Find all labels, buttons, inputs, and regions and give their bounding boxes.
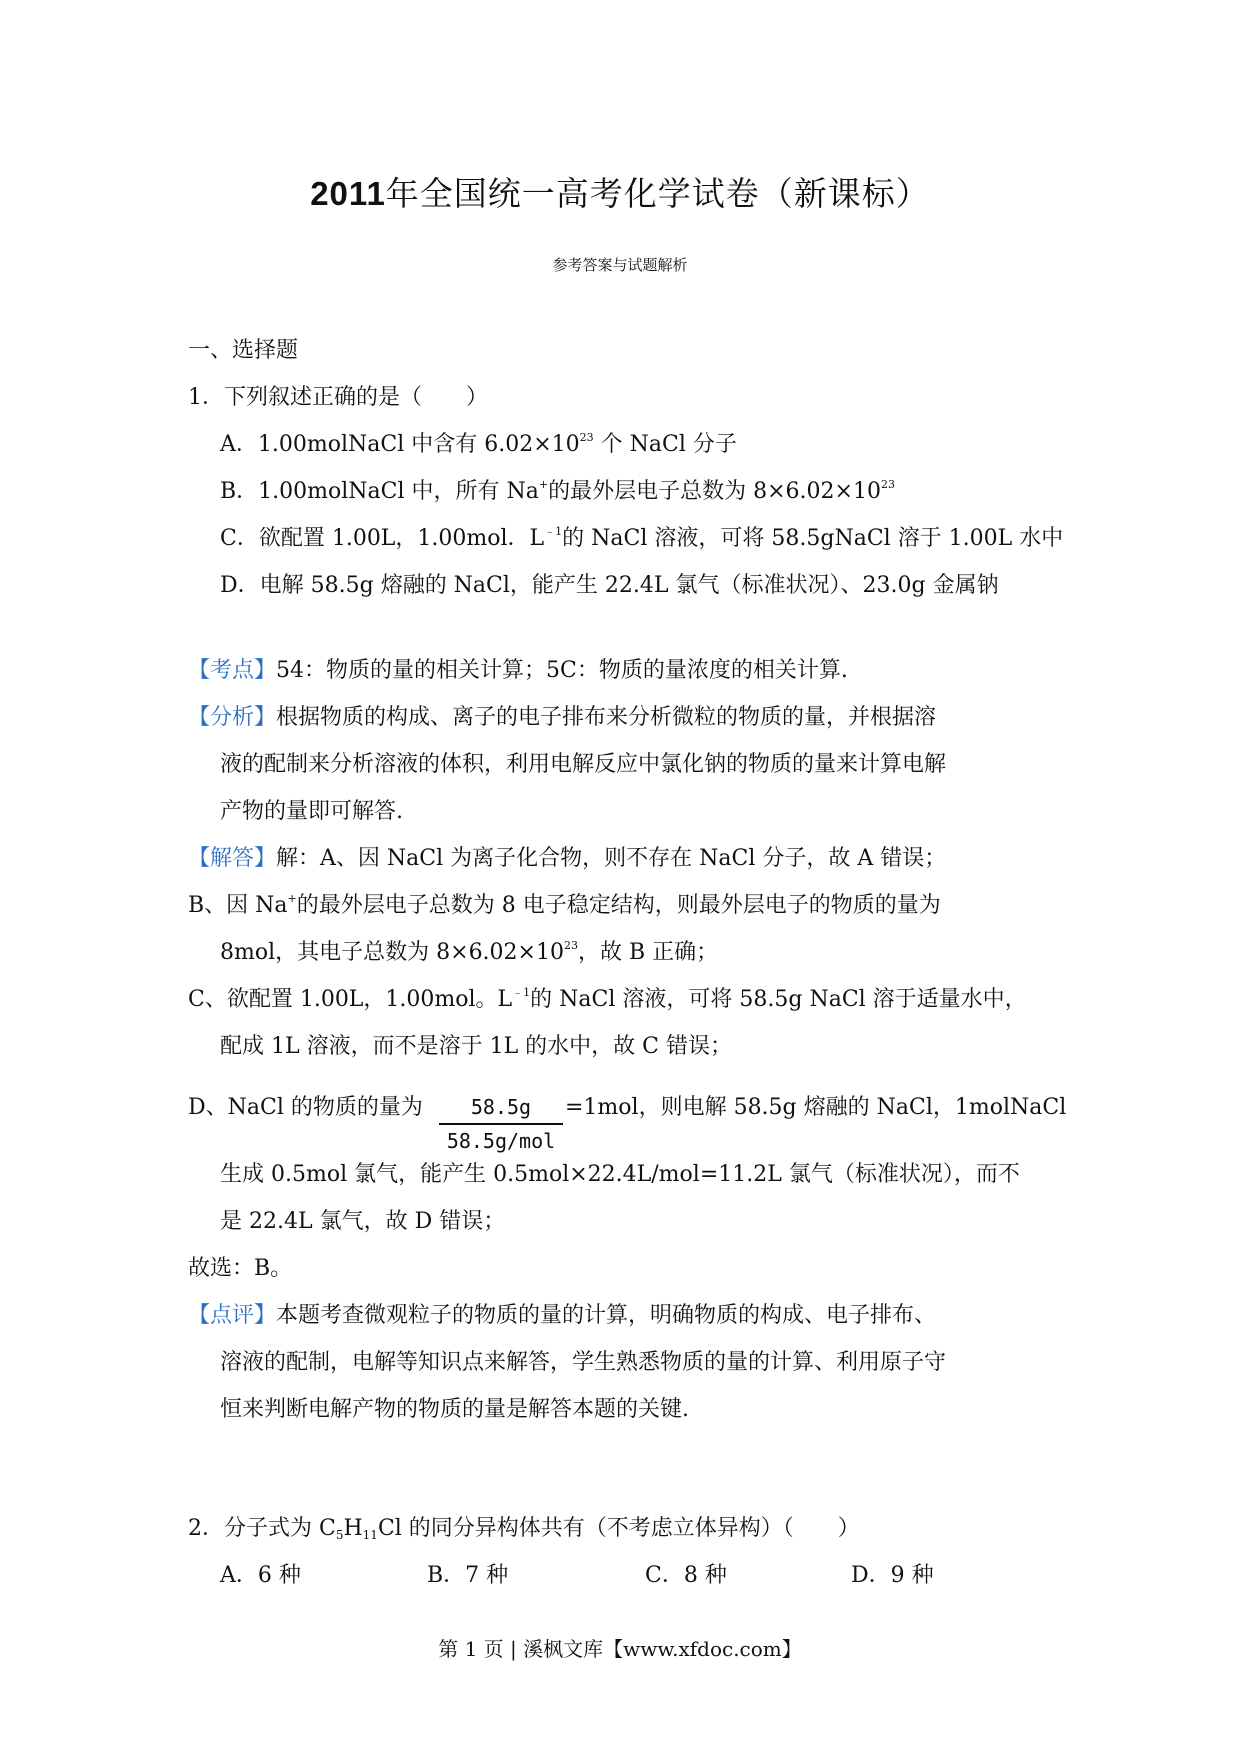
q2-sub-1: 5 [335,1528,344,1542]
question-2-option-d: D．9 种 [851,1563,934,1588]
page-footer: 第 1 页 | 溪枫文库【www.xfdoc.com】 [438,1637,802,1661]
answer-b-text-end: 的最外层电子总数为 8 电子稳定结构，则最外层电子的物质的量为 [296,893,941,918]
answer-b-sup: + [287,892,297,905]
option-a-text: A．1.00molNaCl 中含有 6.02×10 [220,432,580,457]
dianping-line-2: 溶液的配制，电解等知识点来解答，学生熟悉物质的量的计算、利用原子守 [220,1350,947,1375]
option-b-text-mid: 的最外层电子总数为 8×6.02×10 [548,479,881,504]
title-year: 2011 [310,175,386,212]
option-c-text-end: 的 NaCl 溶液，可将 58.5gNaCl 溶于 1.00L 水中 [562,526,1064,551]
q2-stem-h: H [343,1516,363,1541]
answer-b-line [188,891,1068,921]
fenxi-tag: 【分析】 [188,705,277,730]
option-c-sup: ﹣1 [544,525,563,538]
fraction-numerator: 58.5g [470,1095,532,1119]
fenxi-line-3: 产物的量即可解答. [220,799,403,824]
answer-b-line-2 [220,938,1100,968]
question-1-option-d: D．电解 58.5g 熔融的 NaCl，能产生 22.4L 氯气（标准状况）、23.0g 金属钠 [220,573,999,598]
question-1-stem: 1．下列叙述正确的是（ ） [188,385,488,410]
page-title [0,168,1240,215]
q2-stem-text: 2．分子式为 C [188,1516,336,1541]
final-choice: 故选：B。 [188,1256,293,1281]
kaodian-line [188,656,1068,686]
answer-c-text-end: 的 NaCl 溶液，可将 58.5g NaCl 溶于适量水中， [530,987,1027,1012]
answer-d-line-end: =1mol，则电解 58.5g 熔融的 NaCl，1molNaCl [565,1095,1067,1120]
dianping-text: 本题考查微观粒子的物质的量的计算，明确物质的构成、电子排布、 [276,1303,937,1328]
answer-b2-sup: 23 [563,939,578,952]
question-2-stem [188,1514,1068,1544]
answer-c-line-2: 配成 1L 溶液，而不是溶于 1L 的水中，故 C 错误； [220,1034,733,1059]
fraction-bar [439,1123,563,1125]
answer-c-text: C、欲配置 1.00L，1.00mol。L [188,987,513,1012]
section-heading: 一、选择题 [188,338,299,363]
answer-c-sup: ﹣1 [512,986,531,999]
title-text: 年全国统一高考化学试卷（新课标） [385,174,930,213]
answer-d-line-2: 生成 0.5mol 氯气，能产生 0.5mol×22.4L/mol=11.2L 氯气（标准状况），而不 [220,1162,1020,1187]
fraction [439,1093,563,1155]
q2-stem-text-end: Cl 的同分异构体共有（不考虑立体异构）（ ） [377,1516,860,1541]
page-subtitle: 参考答案与试题解析 [552,256,688,274]
option-b-text: B．1.00molNaCl 中，所有 Na [220,479,539,504]
answer-d-line-start: D、NaCl 的物质的量为 [188,1095,423,1120]
question-1-option-c [220,524,1100,554]
option-c-text: C．欲配置 1.00L，1.00mol．L [220,526,545,551]
answer-b2-text-end: ，故 B 正确； [577,940,719,965]
fenxi-line-2: 液的配制来分析溶液的体积，利用电解反应中氯化钠的物质的量来计算电解 [220,752,947,777]
kaodian-text: 54：物质的量的相关计算；5C：物质的量浓度的相关计算. [276,658,848,683]
dianping-tag: 【点评】 [188,1303,277,1328]
dianping-line-3: 恒来判断电解产物的物质的量是解答本题的关键. [220,1397,689,1422]
fraction-denominator: 58.5g/mol [446,1129,556,1153]
fenxi-text: 根据物质的构成、离子的电子排布来分析微粒的物质的量，并根据溶 [276,705,937,730]
option-a-sup: 23 [579,431,594,444]
option-b-sup-2: 23 [880,478,895,491]
jieda-line [188,844,1068,874]
answer-b-text: B、因 Na [188,893,288,918]
jieda-text: 解：A、因 NaCl 为离子化合物，则不存在 NaCl 分子，故 A 错误； [276,846,947,871]
question-2-option-a: A．6 种 [220,1563,301,1588]
fenxi-line [188,703,1068,733]
kaodian-tag: 【考点】 [188,658,277,683]
option-a-text-end: 个 NaCl 分子 [593,432,737,457]
question-1-option-b [220,477,1100,507]
question-2-option-b: B．7 种 [427,1563,509,1588]
answer-d-line-3: 是 22.4L 氯气，故 D 错误； [220,1209,506,1234]
jieda-tag: 【解答】 [188,846,277,871]
question-1-option-a [220,430,1100,460]
question-2-option-c: C．8 种 [645,1563,727,1588]
answer-c-line [188,985,1068,1015]
q2-sub-2: 11 [362,1528,378,1542]
answer-b2-text: 8mol，其电子总数为 8×6.02×10 [220,940,564,965]
option-b-sup: + [538,478,549,491]
dianping-line [188,1301,1068,1331]
